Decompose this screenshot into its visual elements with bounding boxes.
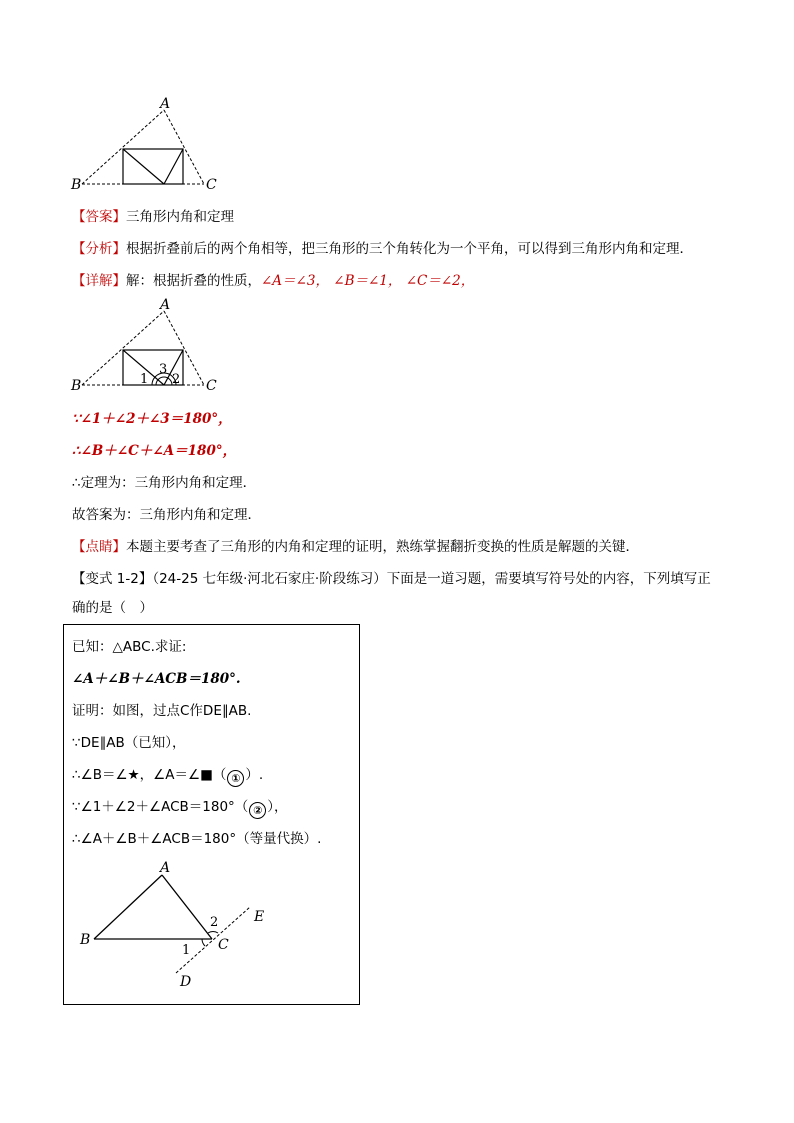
point-e-label: E bbox=[254, 909, 265, 925]
folded-triangle-figure bbox=[68, 94, 228, 198]
box-prove-statement: ∠A＋∠B＋∠ACB＝180°. bbox=[72, 671, 241, 687]
step-4: 故答案为：三角形内角和定理． bbox=[72, 507, 261, 523]
answer-line bbox=[72, 207, 234, 227]
box-step-angles bbox=[72, 765, 263, 787]
labeled-folded-triangle-figure bbox=[68, 295, 228, 399]
vertex-b-label: B bbox=[80, 932, 91, 948]
detail-line bbox=[72, 271, 474, 291]
vertex-b-label: B bbox=[71, 378, 82, 394]
analysis-tag: 【分析】 bbox=[72, 241, 126, 257]
variant-line-2: 确的是（ ） bbox=[72, 600, 153, 616]
blank-2-marker: ② bbox=[249, 802, 266, 819]
detail-eq3: ∠C＝∠2， bbox=[405, 273, 475, 289]
blank-1-marker: ① bbox=[227, 770, 244, 787]
detail-tag: 【详解】 bbox=[72, 273, 126, 289]
analysis-text: 根据折叠前后的两个角相等，把三角形的三个角转化为一个平角，可以得到三角形内角和定理． bbox=[126, 241, 693, 257]
step-2: ∴∠B＋∠C＋∠A＝180°， bbox=[72, 443, 237, 459]
box-given: 已知：△ABC.求证: bbox=[72, 639, 187, 655]
vertex-b-label: B bbox=[71, 177, 82, 193]
box-step-angles-end: ）. bbox=[245, 767, 264, 783]
detail-eq1: ∠A＝∠3， bbox=[261, 273, 329, 289]
box-step-sum bbox=[72, 797, 288, 819]
box-proof-start: 证明：如图，过点C作DE∥AB. bbox=[72, 703, 252, 719]
detail-eq2: ∠B＝∠1， bbox=[333, 273, 402, 289]
box-conclusion: ∴∠A＋∠B＋∠ACB＝180°（等量代换）. bbox=[72, 831, 322, 847]
step-1: ∵∠1＋∠2＋∠3＝180°， bbox=[72, 411, 232, 427]
point-d-label: D bbox=[180, 974, 192, 990]
vertex-c-label: C bbox=[218, 937, 229, 953]
answer-tag: 【答案】 bbox=[72, 209, 126, 225]
vertex-c-label: C bbox=[206, 177, 217, 193]
step-3: ∴定理为：三角形内角和定理． bbox=[72, 475, 257, 491]
angle-2-label: 2 bbox=[210, 915, 219, 930]
comment-tag: 【点睛】 bbox=[72, 539, 126, 555]
box-step-sum-text: ∵∠1＋∠2＋∠ACB＝180°（ bbox=[72, 799, 249, 815]
answer-text: 三角形内角和定理 bbox=[126, 209, 234, 225]
comment-text: 本题主要考查了三角形的内角和定理的证明，熟练掌握翻折变换的性质是解题的关键． bbox=[126, 539, 639, 555]
vertex-a-label: A bbox=[160, 96, 171, 112]
vertex-c-label: C bbox=[206, 378, 217, 394]
angle-2-label: 2 bbox=[172, 372, 181, 387]
analysis-line bbox=[72, 239, 693, 259]
angle-3-label: 3 bbox=[159, 362, 168, 377]
box-step-parallel: ∵DE∥AB（已知）， bbox=[72, 735, 186, 751]
triangle-parallel-line-figure bbox=[76, 861, 306, 991]
comment-line bbox=[72, 537, 639, 557]
vertex-a-label: A bbox=[160, 861, 171, 876]
box-step-sum-end: ）， bbox=[267, 799, 288, 815]
detail-intro: 解：根据折叠的性质， bbox=[126, 273, 261, 289]
proof-box bbox=[63, 624, 360, 1005]
box-step-angles-text: ∴∠B＝∠★，∠A＝∠■（ bbox=[72, 767, 227, 783]
vertex-a-label: A bbox=[160, 297, 171, 313]
variant-line-1: 【变式 1-2】（24-25 七年级·河北石家庄·阶段练习）下面是一道习题，需要填写符号处的内容，下列填写正 bbox=[72, 571, 711, 587]
angle-1-label: 1 bbox=[140, 372, 149, 387]
angle-1-label: 1 bbox=[182, 943, 191, 958]
